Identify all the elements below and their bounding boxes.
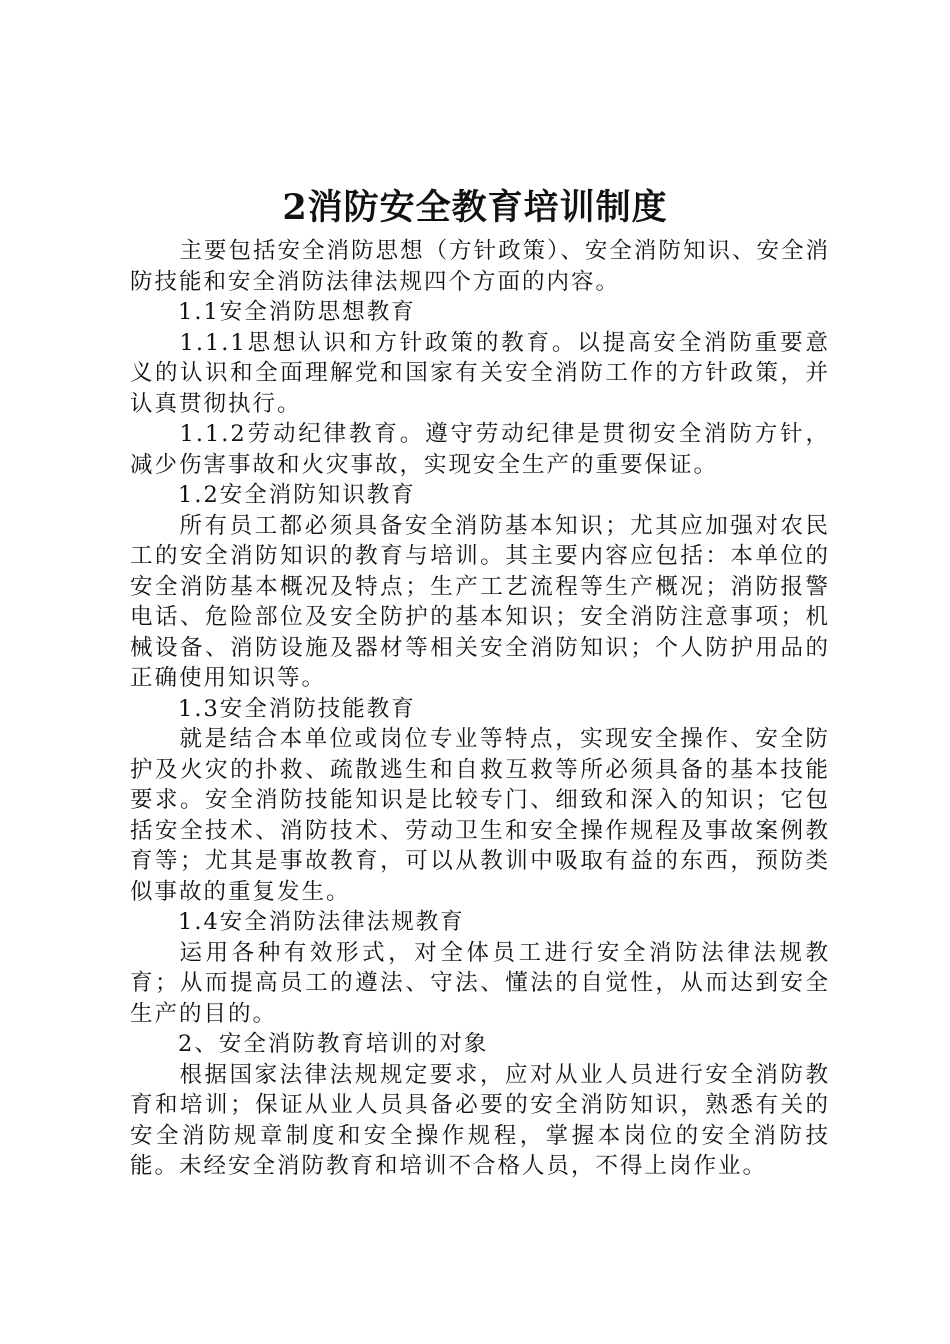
section-heading-1-2: 1.2安全消防知识教育	[178, 482, 416, 508]
section-heading-1-3: 1.3安全消防技能教育	[178, 695, 416, 722]
document-title: 2消防安全教育培训制度	[282, 187, 668, 228]
section-heading-2: 2、安全消防教育培训的对象	[178, 1031, 489, 1057]
paragraph-1-3: 就是结合本单位或岗位专业等特点，实现安全操作、安全防护及火灾的扑救、疏散逃生和自救互救等所必须具备的基本技能要求。安全消防技能知识是比较专门、细致和深入的知识；它包括安全技术、消防技术、劳动卫生和安全操作规程及事故案例教育等；尤其是事故教育，可以从教训中吸取有益的东西，预防类似事故的重复发生。	[130, 726, 830, 905]
intro-paragraph: 主要包括安全消防思想（方针政策）、安全消防知识、安全消防技能和安全消防法律法规四个方面的内容。	[130, 238, 830, 295]
document-body	[130, 236, 830, 1182]
section-heading-1-1: 1.1安全消防思想教育	[178, 299, 416, 325]
paragraph-1-1-2: 1.1.2劳动纪律教育。遵守劳动纪律是贯彻安全消防方针，减少伤害事故和火灾事故，实现安全生产的重要保证。	[130, 421, 830, 478]
paragraph-1-2: 所有员工都必须具备安全消防基本知识；尤其应加强对农民工的安全消防知识的教育与培训。其主要内容应包括：本单位的安全消防基本概况及特点；生产工艺流程等生产概况；消防报警电话、危险部位及安全防护的基本知识；安全消防注意事项；机械设备、消防设施及器材等相关安全消防知识；个人防护用品的正确使用知识等。	[130, 512, 830, 691]
section-heading-1-4: 1.4安全消防法律法规教育	[178, 909, 465, 935]
paragraph-1-1-1: 1.1.1思想认识和方针政策的教育。以提高安全消防重要意义的认识和全面理解党和国家有关安全消防工作的方针政策，并认真贯彻执行。	[130, 329, 830, 417]
paragraph-1-4: 运用各种有效形式，对全体员工进行安全消防法律法规教育；从而提高员工的遵法、守法、懂法的自觉性，从而达到安全生产的目的。	[130, 939, 830, 1027]
paragraph-2: 根据国家法律法规规定要求，应对从业人员进行安全消防教育和培训；保证从业人员具备必要的安全消防知识，熟悉有关的安全消防规章制度和安全操作规程，掌握本岗位的安全消防技能。未经安全消防教育和培训不合格人员，不得上岗作业。	[130, 1061, 830, 1179]
